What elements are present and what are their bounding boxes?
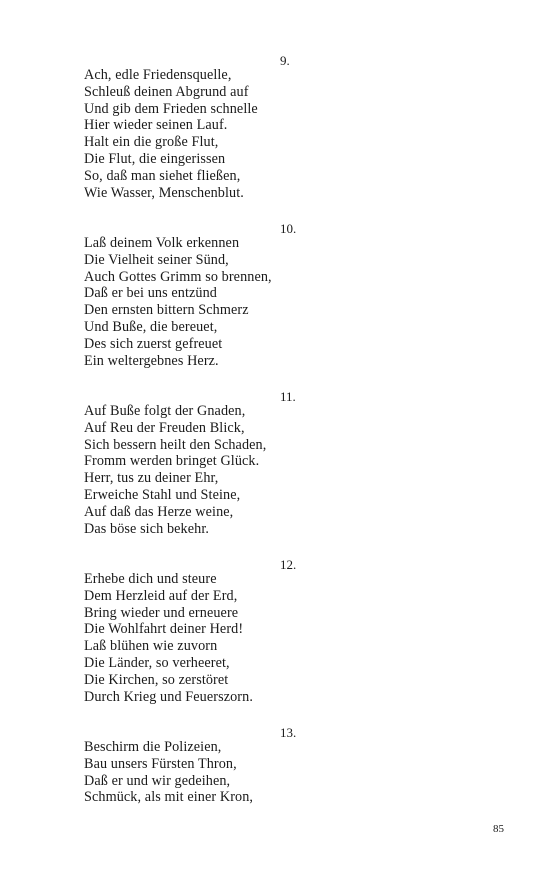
verse-line: Erweiche Stahl und Steine,	[84, 486, 241, 503]
verse-line: Beschirm die Polizeien,	[84, 739, 222, 755]
verse-line: Wie Wasser, Menschenblut.	[84, 184, 244, 201]
verse-line: Halt ein die große Flut,	[84, 134, 219, 151]
verse-line: Ein weltergebnes Herz.	[84, 352, 219, 369]
verse-line: Auf daß das Herze weine,	[84, 503, 234, 520]
verse-line: Des sich zuerst gefreuet	[84, 335, 223, 352]
verse-line: Daß er und wir gedeihen,	[84, 772, 231, 789]
verse-line: Das böse sich bekehr.	[84, 520, 210, 537]
stanza-lines	[84, 739, 484, 806]
verse-line: Laß deinem Volk erkennen	[84, 235, 240, 251]
verse-line: Die Vielheit seiner Sünd,	[84, 251, 229, 268]
stanza-number: 10.	[280, 221, 297, 236]
stanza-number: 13.	[280, 725, 297, 740]
verse-line: So, daß man siehet fließen,	[84, 167, 241, 184]
stanza-number: 12.	[280, 557, 297, 572]
verse-line: Sich bessern heilt den Schaden,	[84, 436, 267, 453]
stanza-lines	[84, 235, 484, 369]
verse-line: Laß blühen wie zuvorn	[84, 638, 218, 655]
verse-line: Dem Herzleid auf der Erd,	[84, 587, 238, 604]
verse-line: Den ernsten bittern Schmerz	[84, 302, 249, 319]
verse-line: Herr, tus zu deiner Ehr,	[84, 470, 219, 487]
verse-line: Durch Krieg und Feuerszorn.	[84, 688, 253, 705]
verse-line: Ach, edle Friedensquelle,	[84, 67, 232, 83]
page-number: 85	[493, 823, 504, 835]
stanza-lines	[84, 403, 484, 537]
verse-line: Die Kirchen, so zerstöret	[84, 671, 229, 688]
verse-line: Daß er bei uns entzünd	[84, 285, 217, 302]
stanza-number: 9.	[280, 53, 290, 68]
verse-line: Die Wohlfahrt deiner Herd!	[84, 621, 244, 638]
stanza-number: 11.	[280, 389, 296, 404]
verse-line: Schmück, als mit einer Kron,	[84, 789, 254, 806]
stanza-lines	[84, 571, 484, 705]
verse-line: Die Länder, so verheeret,	[84, 654, 230, 671]
verse-line: Und gib dem Frieden schnelle	[84, 100, 258, 117]
verse-line: Hier wieder seinen Lauf.	[84, 117, 228, 134]
verse-line: Erhebe dich und steure	[84, 571, 217, 587]
verse-line: Schleuß deinen Abgrund auf	[84, 83, 249, 100]
verse-line: Auf Reu der Freuden Blick,	[84, 419, 245, 436]
verse-line: Bau unsers Fürsten Thron,	[84, 755, 237, 772]
verse-line: Fromm werden bringet Glück.	[84, 453, 260, 470]
verse-line: Bring wieder und erneuere	[84, 604, 239, 621]
stanza-lines	[84, 67, 484, 201]
verse-line: Die Flut, die eingerissen	[84, 150, 226, 167]
verse-line: Auch Gottes Grimm so brennen,	[84, 268, 272, 285]
verse-line: Und Buße, die bereuet,	[84, 318, 218, 335]
verse-line: Auf Buße folgt der Gnaden,	[84, 403, 246, 419]
